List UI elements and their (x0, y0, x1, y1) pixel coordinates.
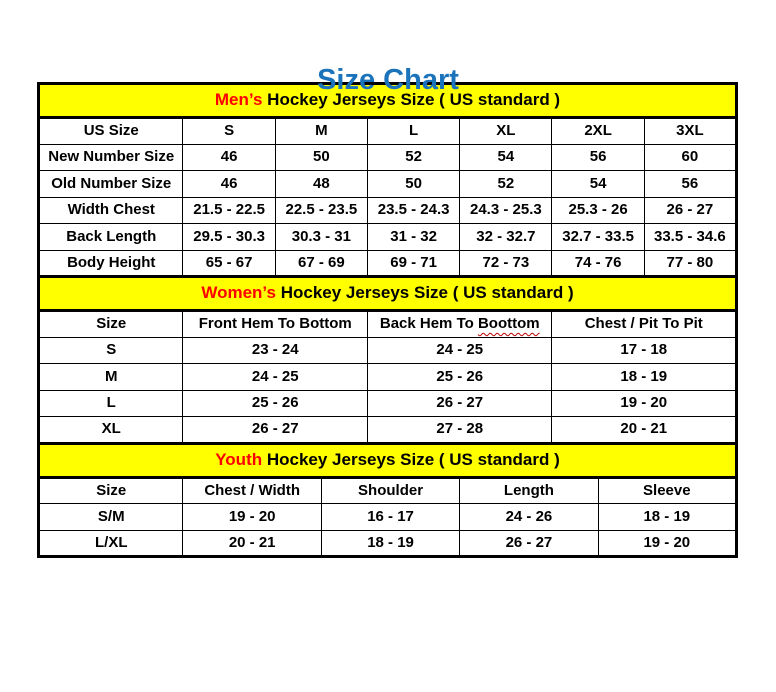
value-cell: 21.5 - 22.5 (183, 197, 275, 224)
value-cell: 54 (460, 144, 552, 171)
row-label-cell: M (39, 364, 183, 391)
size-chart (37, 82, 738, 558)
womens-header-row (39, 311, 737, 338)
value-cell: 27 - 28 (367, 417, 552, 444)
value-cell: 16 - 17 (321, 504, 459, 531)
value-cell: 60 (644, 144, 736, 171)
row-label-cell: L/XL (39, 530, 183, 557)
row-label-cell: S/M (39, 504, 183, 531)
row-label-cell: XL (39, 417, 183, 444)
row-label-cell: Width Chest (39, 197, 183, 224)
table-row (39, 197, 737, 224)
row-label-cell: Back Length (39, 224, 183, 251)
table-row (39, 171, 737, 198)
mens-table-body (39, 144, 737, 277)
mens-size-table (37, 82, 738, 278)
value-cell: 46 (183, 171, 275, 198)
value-cell: 26 - 27 (183, 417, 368, 444)
row-label-cell: New Number Size (39, 144, 183, 171)
value-cell: 20 - 21 (552, 417, 737, 444)
value-cell: 50 (367, 171, 459, 198)
womens-label-highlight: Women’s (201, 283, 276, 303)
value-cell: 56 (552, 144, 644, 171)
value-cell: 32.7 - 33.5 (552, 224, 644, 251)
column-header-s: S (183, 118, 275, 145)
back-hem-prefix: Back Hem To (379, 315, 474, 332)
value-cell: 52 (460, 171, 552, 198)
misspelled-word: Boottom (477, 315, 540, 332)
value-cell: 31 - 32 (367, 224, 459, 251)
value-cell: 23 - 24 (183, 337, 368, 364)
value-cell: 30.3 - 31 (275, 224, 367, 251)
value-cell: 33.5 - 34.6 (644, 224, 736, 251)
womens-table-body (39, 337, 737, 443)
value-cell: 19 - 20 (183, 504, 321, 531)
value-cell: 52 (367, 144, 459, 171)
mens-label-highlight: Men’s (214, 90, 263, 110)
value-cell: 24 - 25 (183, 364, 368, 391)
table-row (39, 504, 737, 531)
value-cell: 46 (183, 144, 275, 171)
table-row (39, 364, 737, 391)
value-cell: 25 - 26 (183, 390, 368, 417)
table-row (39, 530, 737, 557)
value-cell: 25 - 26 (367, 364, 552, 391)
value-cell: 20 - 21 (183, 530, 321, 557)
womens-size-table (37, 275, 738, 445)
table-row (39, 390, 737, 417)
column-header-size: Size (39, 311, 183, 338)
womens-table-band (39, 277, 737, 311)
table-row (39, 417, 737, 444)
column-header-l: L (367, 118, 459, 145)
womens-label-rest: Hockey Jerseys Size ( US standard ) (280, 283, 574, 303)
youth-size-table (37, 442, 738, 559)
mens-label-rest: Hockey Jerseys Size ( US standard ) (267, 90, 561, 110)
row-label-cell: Old Number Size (39, 171, 183, 198)
column-header-shoulder: Shoulder (321, 477, 459, 504)
value-cell: 29.5 - 30.3 (183, 224, 275, 251)
mens-header-row (39, 118, 737, 145)
value-cell: 67 - 69 (275, 250, 367, 277)
youth-table-body (39, 504, 737, 557)
value-cell: 56 (644, 171, 736, 198)
value-cell: 26 - 27 (644, 197, 736, 224)
column-header-3xl: 3XL (644, 118, 736, 145)
value-cell: 26 - 27 (367, 390, 552, 417)
youth-table-title (39, 443, 737, 477)
table-row (39, 250, 737, 277)
table-row (39, 337, 737, 364)
value-cell: 24.3 - 25.3 (460, 197, 552, 224)
value-cell: 24 - 25 (367, 337, 552, 364)
value-cell: 50 (275, 144, 367, 171)
column-header-sleeve: Sleeve (598, 477, 736, 504)
table-row (39, 224, 737, 251)
value-cell: 65 - 67 (183, 250, 275, 277)
value-cell: 69 - 71 (367, 250, 459, 277)
youth-header-row (39, 477, 737, 504)
column-header-2xl: 2XL (552, 118, 644, 145)
value-cell: 77 - 80 (644, 250, 736, 277)
value-cell: 24 - 26 (460, 504, 598, 531)
row-label-cell: Body Height (39, 250, 183, 277)
value-cell: 48 (275, 171, 367, 198)
column-header-m: M (275, 118, 367, 145)
womens-table-title (39, 277, 737, 311)
value-cell: 17 - 18 (552, 337, 737, 364)
value-cell: 22.5 - 23.5 (275, 197, 367, 224)
value-cell: 32 - 32.7 (460, 224, 552, 251)
youth-label-highlight: Youth (215, 449, 263, 469)
value-cell: 26 - 27 (460, 530, 598, 557)
column-header-size: Size (39, 477, 183, 504)
table-row (39, 144, 737, 171)
value-cell: 18 - 19 (321, 530, 459, 557)
value-cell: 54 (552, 171, 644, 198)
page-title: Size Chart (317, 64, 459, 96)
row-label-cell: S (39, 337, 183, 364)
column-header-us-size: US Size (39, 118, 183, 145)
value-cell: 18 - 19 (552, 364, 737, 391)
column-header-chest-width: Chest / Width (183, 477, 321, 504)
value-cell: 19 - 20 (552, 390, 737, 417)
value-cell: 25.3 - 26 (552, 197, 644, 224)
value-cell: 19 - 20 (598, 530, 736, 557)
youth-label-rest: Hockey Jerseys Size ( US standard ) (266, 449, 560, 469)
column-header-chest-pit: Chest / Pit To Pit (552, 311, 737, 338)
row-label-cell: L (39, 390, 183, 417)
column-header-front-hem: Front Hem To Bottom (183, 311, 368, 338)
column-header-xl: XL (460, 118, 552, 145)
value-cell: 74 - 76 (552, 250, 644, 277)
column-header-length: Length (460, 477, 598, 504)
youth-table-band (39, 443, 737, 477)
value-cell: 72 - 73 (460, 250, 552, 277)
column-header-back-hem (367, 311, 552, 338)
value-cell: 23.5 - 24.3 (367, 197, 459, 224)
value-cell: 18 - 19 (598, 504, 736, 531)
